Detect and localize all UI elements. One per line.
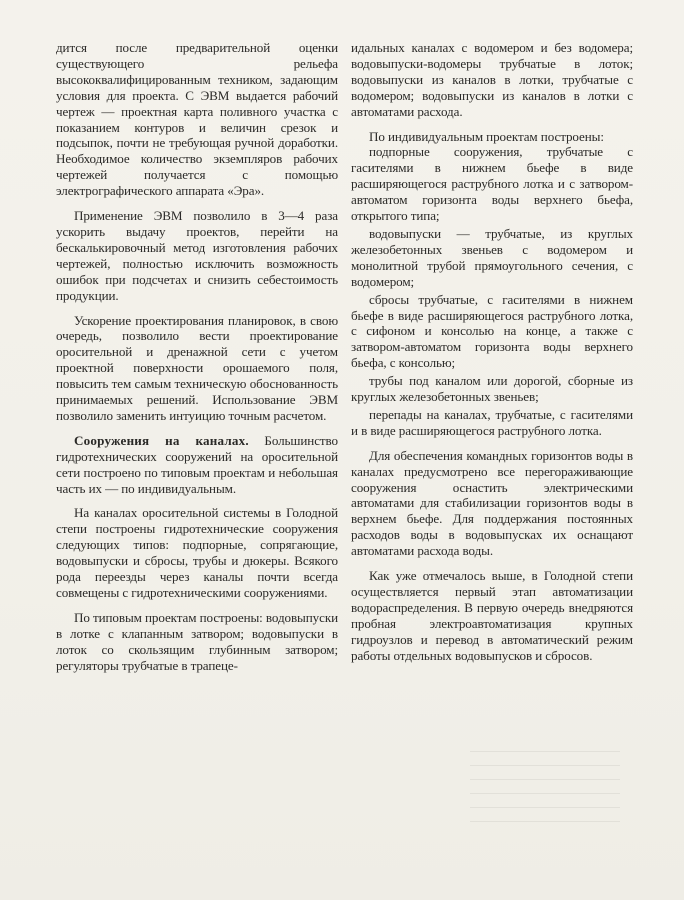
paragraph-text: Большинство гидротехнических сооружений на оросительной сети построено по типовым проектам и небольшая часть их — по индивидуальным.	[56, 432, 338, 496]
paragraph: Применение ЭВМ позволило в 3—4 раза ускорить выдачу проектов, перейти на бескалькировочный метод изготовления рабочих чертежей, полностью исключить возможность ошибок при подсчетах и снизить себестоимость продукции.	[56, 208, 338, 303]
list-item: перепады на каналах, трубчатые, с гасителями и в виде расширяющегося раструбного лотка.	[351, 406, 633, 438]
paragraph: Как уже отмечалось выше, в Голодной степи осуществляется первый этап автоматизации водораспределения. В первую очередь внедряются пробная электроавтоматизация крупных гидроузлов и перевод в автоматический режим работы отдельных водовыпусков и сбросов.	[351, 568, 633, 663]
list-item: сбросы трубчатые, с гасителями в нижнем бьефе в виде расширяющегося раструбного лотка, с сифоном и консолью на конце, а также с затвором-автоматом горизонта воды верхнего бьефа, с консолью;	[351, 291, 633, 371]
paragraph: дится после предварительной оценки существующего рельефа высококвалифицированным техником, задающим условия для проекта. С ЭВМ выдается рабочий чертеж — проектная карта поливного участка с показанием контуров и величин срезок и подсыпок, почти не требующая ручной доработки. Необходимое количество экземпляров рабочих чертежей получается с помощью электрографического аппарата «Эра».	[56, 40, 338, 199]
paragraph: идальных каналах с водомером и без водомера; водовыпуски-водомеры трубчатые в лоток; водовыпуски из каналов в лотки, трубчатые с водомером; водовыпуски из каналов в лотки с автоматами расхода.	[351, 40, 633, 119]
paragraph: На каналах оросительной системы в Голодной степи построены гидротехнические сооружения следующих типов: подпорные, сопрягающие, водовыпуски и сбросы, трубы и дюкеры. Всякого рода переезды через каналы почти всегда совмещены с гидротехническими сооружениями.	[56, 505, 338, 600]
paragraph: Ускорение проектирования планировок, в свою очередь, позволило вести проектирование оросительной и дренажной сети с учетом проектной поверхности орошаемого поля, повысить тем самым техническую обоснованность принимаемых решений. Использование ЭВМ позволило заменить интуицию точным расчетом.	[56, 312, 338, 423]
paragraph: По индивидуальным проектам построены:	[369, 128, 604, 144]
right-column	[351, 40, 633, 664]
show-through-texture	[470, 745, 620, 835]
section-heading: Сооружения на каналах.	[74, 432, 249, 448]
list-item: водовыпуски — трубчатые, из круглых железобетонных звеньев с водомером и монолитной трубой прямоугольного сечения, с водомером;	[351, 225, 633, 289]
left-column	[56, 40, 338, 674]
section-paragraph	[56, 433, 338, 497]
paragraph: Для обеспечения командных горизонтов воды в каналах предусмотрено все перегораживающие сооружения оснастить электрическими автоматами для стабилизации горизонтов воды в верхнем бьефе. Для поддержания постоянных расходов воды в водовыпусках их оснащают автоматами расхода воды.	[351, 447, 633, 559]
list-item: трубы под каналом или дорогой, сборные из круглых железобетонных звеньев;	[351, 373, 633, 405]
list-item: подпорные сооружения, трубчатые с гасителями в нижнем бьефе в виде расширяющегося раструбного лотка и с затвором-автоматом горизонта воды верхнего бьефа, открытого типа;	[351, 144, 633, 224]
paragraph: По типовым проектам построены: водовыпуски в лотке с клапанным затвором; водовыпуски в лоток со скользящим глубинным затвором; регуляторы трубчатые в трапеце-	[56, 609, 338, 673]
